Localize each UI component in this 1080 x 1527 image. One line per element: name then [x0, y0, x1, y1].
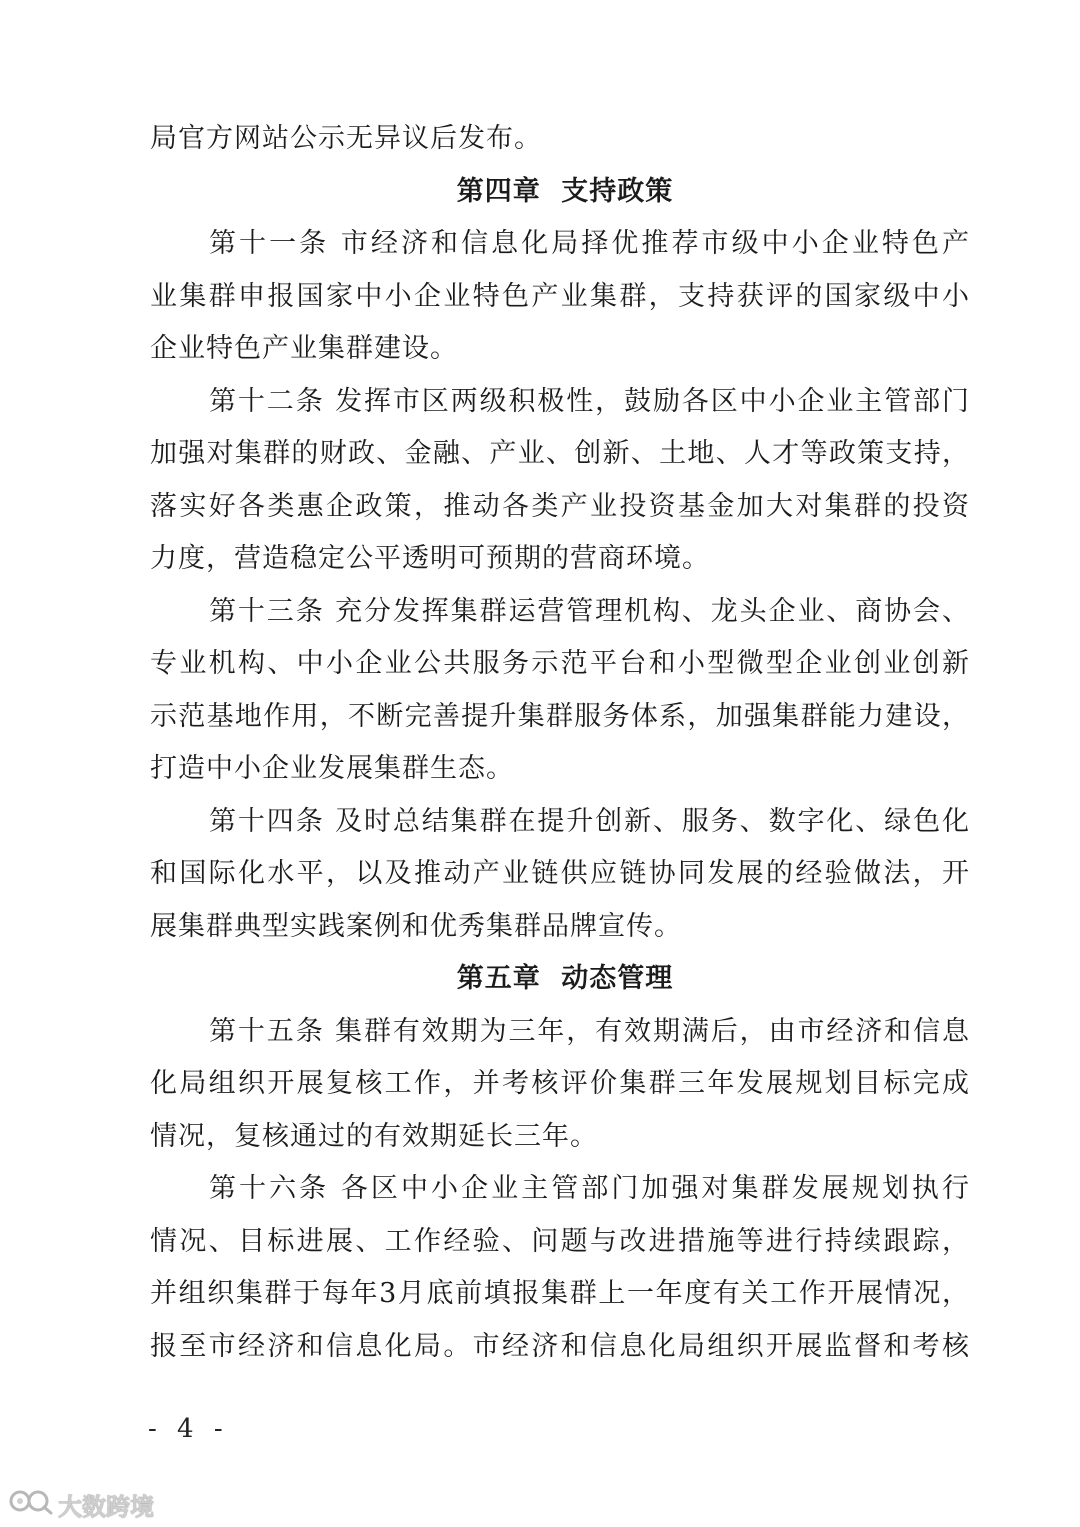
text-line: 第十二条 发挥市区两级积极性，鼓励各区中小企业主管部门: [209, 385, 970, 417]
text-line: 报至市经济和信息化局。市经济和信息化局组织开展监督和考核: [150, 1330, 970, 1362]
document-body: [150, 113, 970, 1373]
text-line: 示范基地作用，不断完善提升集群服务体系，加强集群能力建设，: [150, 700, 970, 732]
chapter-heading: 第四章 支持政策: [456, 175, 674, 207]
watermark: [8, 1486, 154, 1522]
article-14: [150, 796, 970, 954]
text-line: 情况，复核通过的有效期延长三年。: [150, 1120, 598, 1152]
page-number: - 4 -: [148, 1414, 229, 1444]
text-line: 落实好各类惠企政策，推动各类产业投资基金加大对集群的投资: [150, 490, 970, 522]
text-line: 第十一条 市经济和信息化局择优推荐市级中小企业特色产: [209, 228, 970, 259]
text-line: 第十五条 集群有效期为三年，有效期满后，由市经济和信息: [209, 1015, 970, 1047]
article-11: [150, 218, 970, 376]
text-line: 加强对集群的财政、金融、产业、创新、土地、人才等政策支持，: [150, 438, 970, 469]
article-16: [150, 1163, 970, 1373]
article-12: [150, 376, 970, 586]
article-15: [150, 1006, 970, 1164]
text-line: 打造中小企业发展集群生态。: [150, 753, 514, 784]
text-line: 第十四条 及时总结集群在提升创新、服务、数字化、绿色化: [209, 805, 970, 837]
text-line: 企业特色产业集群建设。: [150, 333, 458, 364]
text-line: 和国际化水平，以及推动产业链供应链协同发展的经验做法，开: [150, 858, 970, 889]
text-line: 情况、目标进展、工作经验、问题与改进措施等进行持续跟踪，: [150, 1225, 970, 1257]
text-line: 第十三条 充分发挥集群运营管理机构、龙头企业、商协会、: [209, 595, 970, 627]
brand-logo-icon: [8, 1486, 54, 1522]
text-line: 展集群典型实践案例和优秀集群品牌宣传。: [150, 910, 682, 942]
text-line: 局官方网站公示无异议后发布。: [150, 123, 542, 154]
text-line: 并组织集群于每年3月底前填报集群上一年度有关工作开展情况，: [150, 1278, 970, 1309]
chapter-heading: 第五章 动态管理: [456, 963, 674, 994]
text-line: 力度，营造稳定公平透明可预期的营商环境。: [150, 543, 710, 574]
text-line: 专业机构、中小企业公共服务示范平台和小型微型企业创业创新: [150, 648, 970, 679]
text-line: 化局组织开展复核工作，并考核评价集群三年发展规划目标完成: [150, 1068, 970, 1099]
watermark-text: 大数跨境: [58, 1492, 154, 1521]
text-line: 业集群申报国家中小企业特色产业集群，支持获评的国家级中小: [150, 280, 970, 312]
article-13: [150, 586, 970, 796]
text-line: 第十六条 各区中小企业主管部门加强对集群发展规划执行: [209, 1173, 970, 1204]
